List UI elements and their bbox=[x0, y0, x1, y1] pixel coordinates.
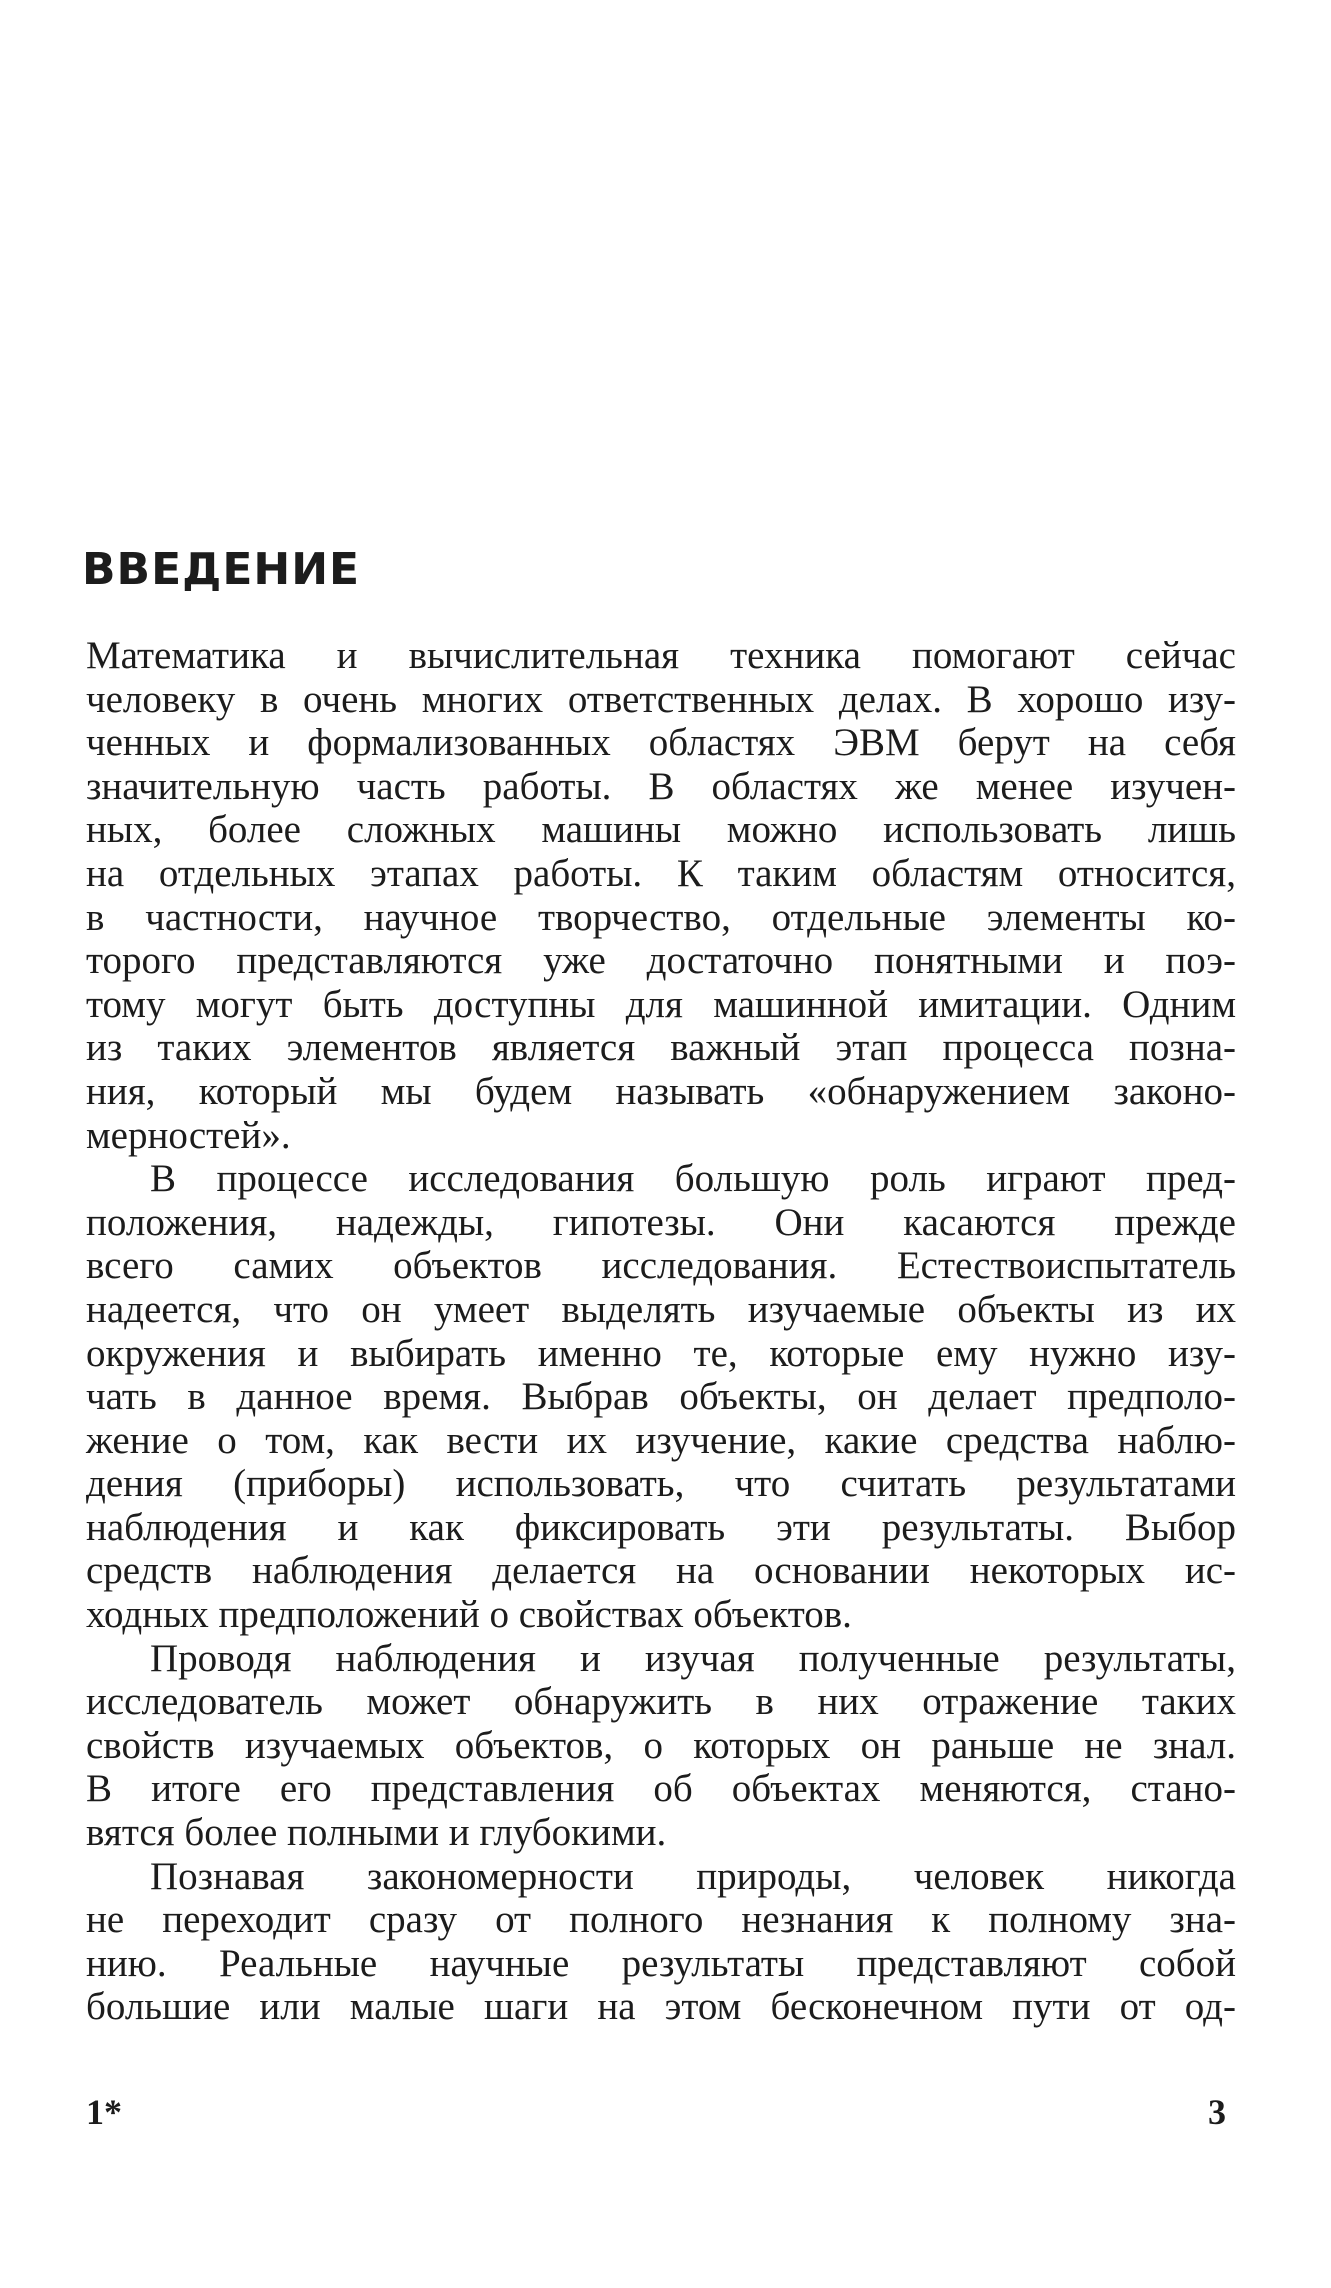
text-line: ных, более сложных машины можно использовать лишь bbox=[86, 808, 1236, 852]
text-line: ченных и формализованных областях ЭВМ берут на себя bbox=[86, 721, 1236, 765]
text-line: В процессе исследования большую роль играют пред- bbox=[150, 1157, 1236, 1201]
text-line: исследователь может обнаружить в них отражение таких bbox=[86, 1680, 1236, 1724]
text-line: свойств изучаемых объектов, о которых он раньше не знал. bbox=[86, 1723, 1236, 1767]
text-line: мерностей». bbox=[86, 1113, 291, 1157]
body-text bbox=[86, 634, 1236, 2029]
text-line: значительную часть работы. В областях же менее изучен- bbox=[86, 764, 1236, 808]
text-line: В итоге его представления об объектах меняются, стано- bbox=[86, 1767, 1236, 1811]
text-line: ния, который мы будем называть «обнаружением законо- bbox=[86, 1069, 1236, 1113]
text-line: жение о том, как вести их изучение, какие средства наблю- bbox=[86, 1418, 1236, 1462]
paragraph-4 bbox=[86, 1855, 1236, 2029]
text-line: окружения и выбирать именно те, которые ему нужно изу- bbox=[86, 1331, 1236, 1375]
page-number: 3 bbox=[1208, 2092, 1226, 2132]
text-line: на отдельных этапах работы. К таким областям относится, bbox=[86, 851, 1236, 895]
text-line: положения, надежды, гипотезы. Они касаются прежде bbox=[86, 1200, 1236, 1244]
signature-mark: 1* bbox=[86, 2092, 122, 2132]
paragraph-3 bbox=[86, 1637, 1236, 1855]
text-line: в частности, научное творчество, отдельные элементы ко- bbox=[86, 895, 1236, 939]
text-line: наблюдения и как фиксировать эти результаты. Выбор bbox=[86, 1505, 1236, 1549]
text-line: надеется, что он умеет выделять изучаемые объекты из их bbox=[86, 1287, 1236, 1331]
text-line: человеку в очень многих ответственных делах. В хорошо изу- bbox=[86, 677, 1236, 721]
text-line: большие или малые шаги на этом бесконечном пути от од- bbox=[86, 1985, 1236, 2029]
text-line: тому могут быть доступны для машинной имитации. Одним bbox=[86, 982, 1236, 1026]
text-line: из таких элементов является важный этап процесса позна- bbox=[86, 1026, 1236, 1070]
text-line: Проводя наблюдения и изучая полученные результаты, bbox=[150, 1636, 1236, 1680]
text-line: не переходит сразу от полного незнания к полному зна- bbox=[86, 1898, 1236, 1942]
chapter-heading: ВВЕДЕНИЕ bbox=[82, 544, 361, 595]
text-line: дения (приборы) использовать, что считать результатами bbox=[86, 1462, 1236, 1506]
text-line: Познавая закономерности природы, человек никогда bbox=[150, 1854, 1236, 1898]
text-line: всего самих объектов исследования. Естествоиспытатель bbox=[86, 1244, 1236, 1288]
text-line: ходных предположений о свойствах объектов. bbox=[86, 1593, 852, 1637]
text-line: вятся более полными и глубокими. bbox=[86, 1811, 667, 1855]
text-line: торого представляются уже достаточно понятными и поэ- bbox=[86, 939, 1236, 983]
paragraph-1 bbox=[86, 634, 1236, 1157]
text-line: нию. Реальные научные результаты представляют собой bbox=[86, 1941, 1236, 1985]
text-line: средств наблюдения делается на основании некоторых ис- bbox=[86, 1549, 1236, 1593]
text-line: чать в данное время. Выбрав объекты, он делает предполо- bbox=[86, 1375, 1236, 1419]
paragraph-2 bbox=[86, 1157, 1236, 1637]
text-line: Математика и вычислительная техника помогают сейчас bbox=[86, 634, 1236, 677]
